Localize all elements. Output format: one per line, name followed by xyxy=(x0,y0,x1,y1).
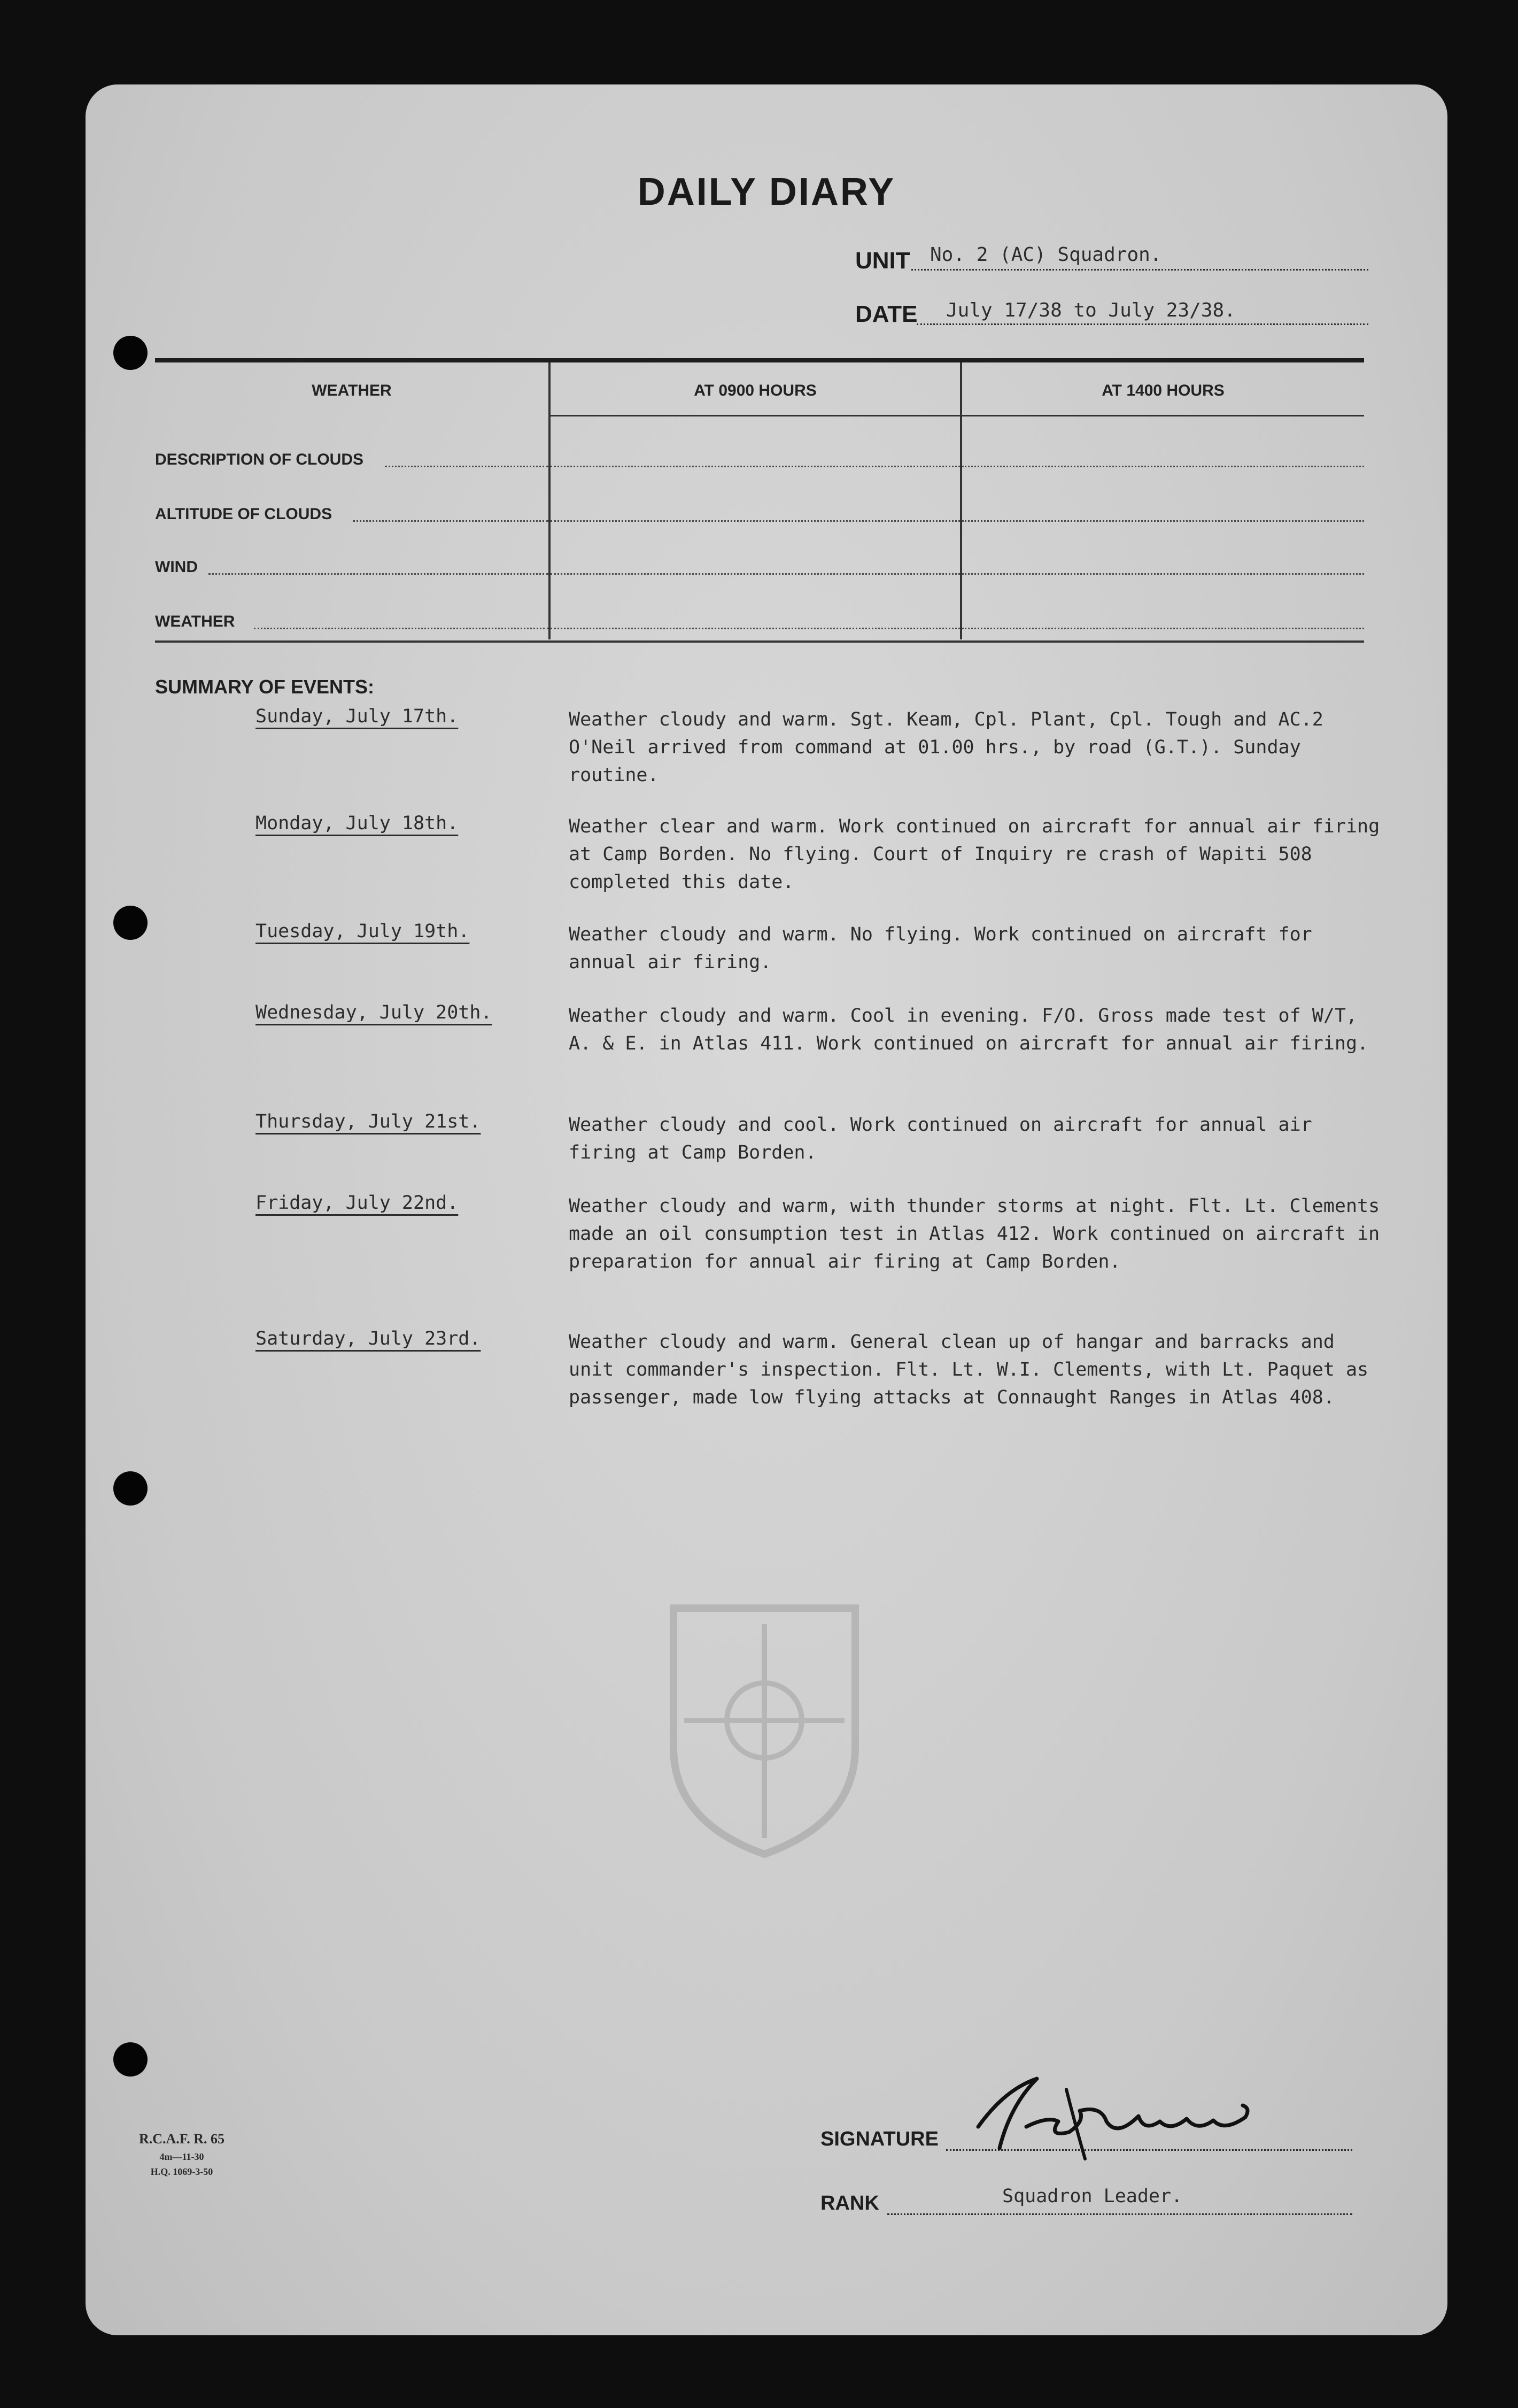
date-line xyxy=(917,323,1368,325)
dots xyxy=(353,520,548,522)
cell-am-1 xyxy=(551,466,960,467)
entry-text: Weather cloudy and warm. Cool in evening. F/O. Gross made test of W/T, A. & E. in Atlas 411. Work continued on aircraft for annual air firing. xyxy=(569,1005,1369,1054)
cell-pm-2 xyxy=(962,520,1364,522)
signature-label: SIGNATURE xyxy=(820,2128,939,2150)
entry-day: Saturday, July 23rd. xyxy=(255,1328,481,1349)
row-label-description-clouds: DESCRIPTION OF CLOUDS xyxy=(155,451,364,468)
rank-label: RANK xyxy=(820,2192,879,2214)
header-underline-am xyxy=(551,415,960,416)
col-header-1400: AT 1400 HOURS xyxy=(1102,382,1225,399)
date-value: July 17/38 to July 23/38. xyxy=(946,299,1236,321)
row-label-altitude-clouds: ALTITUDE OF CLOUDS xyxy=(155,505,332,523)
dots xyxy=(385,466,548,467)
form-number: R.C.A.F. R. 65 xyxy=(138,2131,225,2147)
unit-label: UNIT xyxy=(855,248,910,274)
entry-text: Weather cloudy and warm. Sgt. Keam, Cpl. Plant, Cpl. Tough and AC.2 O'Neil arrived from command at 01.00 hrs., by road (G.T.). Sunday routine. xyxy=(569,709,1323,786)
entry-day: Thursday, July 21st. xyxy=(255,1111,481,1132)
entry-text: Weather cloudy and cool. Work continued on aircraft for annual air firing at Camp Borden. xyxy=(569,1114,1312,1163)
table-top-rule xyxy=(155,358,1364,362)
rank-value: Squadron Leader. xyxy=(1002,2186,1183,2207)
table-divider-2 xyxy=(960,362,962,639)
row-label-wind: WIND xyxy=(155,558,198,576)
rank-line xyxy=(887,2213,1352,2215)
handwritten-signature xyxy=(946,2057,1320,2164)
cell-pm-3 xyxy=(962,573,1364,575)
entry-day: Friday, July 22nd. xyxy=(255,1192,459,1214)
dots xyxy=(208,573,548,575)
entry-text: Weather cloudy and warm. General clean up of hangar and barracks and unit commander's inspection. Flt. Lt. W.I. Clements, with Lt. Paquet as passenger, made low flying attacks at Connaught Ranges in Atlas 408. xyxy=(569,1331,1369,1408)
col-header-0900: AT 0900 HOURS xyxy=(694,382,817,399)
cell-am-2 xyxy=(551,520,960,522)
diary-page xyxy=(86,84,1447,2335)
date-label: DATE xyxy=(855,301,918,327)
entry-day: Tuesday, July 19th. xyxy=(255,921,470,942)
cell-pm-1 xyxy=(962,466,1364,467)
entry-day: Wednesday, July 20th. xyxy=(255,1002,492,1023)
punch-hole xyxy=(113,2042,148,2077)
punch-hole xyxy=(113,906,148,940)
dots xyxy=(254,628,548,629)
entry-day: Sunday, July 17th. xyxy=(255,706,459,727)
crest-watermark-icon xyxy=(652,1587,877,1865)
form-hq-code: H.Q. 1069-3-50 xyxy=(150,2166,213,2177)
summary-title: SUMMARY OF EVENTS: xyxy=(155,676,375,698)
entry-text: Weather cloudy and warm. No flying. Work continued on aircraft for annual air firing. xyxy=(569,924,1312,973)
table-bottom-rule xyxy=(155,640,1364,643)
page-title: DAILY DIARY xyxy=(637,171,896,213)
table-divider-1 xyxy=(548,362,551,639)
punch-hole xyxy=(113,1471,148,1506)
punch-hole xyxy=(113,336,148,370)
entry-text: Weather cloudy and warm, with thunder storms at night. Flt. Lt. Clements made an oil consumption test in Atlas 412. Work continued on aircraft in preparation for annual air firing at Camp Borden. xyxy=(569,1195,1380,1272)
cell-am-4 xyxy=(551,628,960,629)
form-print-code: 4m—11-30 xyxy=(159,2151,204,2162)
cell-am-3 xyxy=(551,573,960,575)
entry-text: Weather clear and warm. Work continued on aircraft for annual air firing at Camp Borden. No flying. Court of Inquiry re crash of Wapiti 508 completed this date. xyxy=(569,816,1380,893)
entry-day: Monday, July 18th. xyxy=(255,813,459,834)
row-label-weather: WEATHER xyxy=(155,613,235,630)
cell-pm-4 xyxy=(962,628,1364,629)
unit-line xyxy=(911,269,1368,271)
unit-value: No. 2 (AC) Squadron. xyxy=(930,244,1162,266)
header-underline-pm xyxy=(962,415,1364,416)
col-header-weather: WEATHER xyxy=(312,382,392,399)
